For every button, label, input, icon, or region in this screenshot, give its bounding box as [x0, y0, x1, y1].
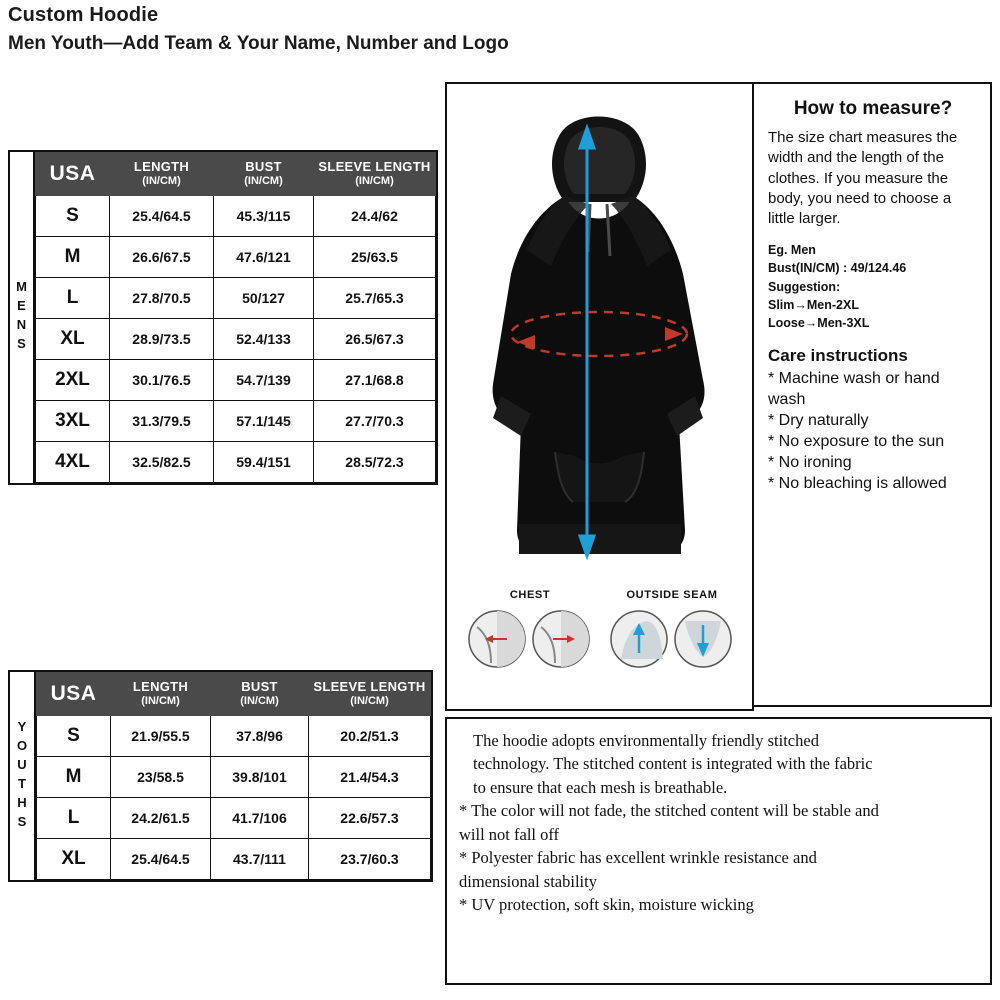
cell-size: XL [37, 838, 111, 879]
cell-bust: 59.4/151 [214, 441, 314, 482]
cell-bust: 43.7/111 [211, 838, 309, 879]
table-row [36, 318, 436, 359]
care-item: * Dry naturally [768, 412, 869, 430]
cell-size: S [37, 715, 111, 756]
cell-sleeve: 28.5/72.3 [314, 441, 436, 482]
column-header-bust-sub: (IN/CM) [244, 174, 283, 187]
column-header-length-sub: (IN/CM) [141, 694, 180, 707]
note-line: * UV protection, soft skin, moisture wicking [459, 894, 754, 914]
table-row [37, 715, 431, 756]
cell-sleeve: 26.5/67.3 [314, 318, 436, 359]
youths-group-label-text: YOUTHS [14, 718, 30, 833]
cell-sleeve: 23.7/60.3 [309, 838, 431, 879]
note-line: to ensure that each mesh is breathable. [473, 777, 728, 797]
column-header-sleeve [314, 153, 436, 196]
care-item: * Machine wash or hand wash [768, 369, 940, 408]
cell-length: 25.4/64.5 [110, 195, 214, 236]
table-header-row [37, 673, 431, 716]
table-row [37, 838, 431, 879]
how-to-measure-body: The size chart measures the width and the length of the clothes. If you measure the body, you need to choose a little larger. [768, 129, 958, 227]
cell-length: 28.9/73.5 [110, 318, 214, 359]
cell-size: XL [36, 318, 110, 359]
note-line: The hoodie adopts environmentally friendly stitched [473, 731, 819, 750]
cell-sleeve: 27.1/68.8 [314, 359, 436, 400]
example-measurement-block [768, 241, 978, 332]
example-slim: Slim→Men-2XL [768, 297, 859, 312]
outside-seam-label: OUTSIDE SEAM [626, 589, 718, 601]
care-item: * No exposure to the sun [768, 433, 945, 451]
cell-sleeve: 25/63.5 [314, 236, 436, 277]
example-loose: Loose→Men-3XL [768, 315, 870, 330]
table-row [36, 236, 436, 277]
column-header-bust [214, 153, 314, 196]
column-header-usa [37, 673, 111, 716]
cell-length: 21.9/55.5 [111, 715, 211, 756]
cell-size: 3XL [36, 400, 110, 441]
column-header-usa-main: USA [49, 161, 96, 185]
table-row [36, 277, 436, 318]
column-header-length [110, 153, 214, 196]
cell-sleeve: 21.4/54.3 [309, 756, 431, 797]
column-header-usa [36, 153, 110, 196]
cell-length: 32.5/82.5 [110, 441, 214, 482]
column-header-sleeve-sub: (IN/CM) [355, 174, 394, 187]
column-header-sleeve [309, 673, 431, 716]
column-header-bust-main: BUST [245, 159, 282, 174]
cell-sleeve: 24.4/62 [314, 195, 436, 236]
column-header-length-main: LENGTH [133, 159, 190, 174]
example-bust: Bust(IN/CM) : 49/124.46 [768, 261, 907, 276]
table-row [36, 400, 436, 441]
cell-length: 25.4/64.5 [111, 838, 211, 879]
measure-icons-group [447, 589, 748, 704]
cell-size: 2XL [36, 359, 110, 400]
cell-length: 30.1/76.5 [110, 359, 214, 400]
table-row [37, 797, 431, 838]
column-header-sleeve-sub: (IN/CM) [350, 694, 389, 707]
column-header-sleeve-main: SLEEVE LENGTH [318, 159, 431, 174]
chest-measure-icon [465, 607, 595, 671]
cell-sleeve: 25.7/65.3 [314, 277, 436, 318]
cell-size: M [37, 756, 111, 797]
cell-size: L [36, 277, 110, 318]
column-header-bust-main: BUST [241, 679, 278, 694]
table-row [36, 359, 436, 400]
care-item: * No bleaching is allowed [768, 475, 947, 493]
product-photo-panel [445, 82, 754, 711]
note-line: * The color will not fade, the stitched content will be stable and [459, 801, 879, 821]
cell-sleeve: 27.7/70.3 [314, 400, 436, 441]
column-header-sleeve-main: SLEEVE LENGTH [313, 679, 426, 694]
cell-bust: 39.8/101 [211, 756, 309, 797]
care-instructions-list [768, 368, 978, 495]
mens-size-table-block [8, 150, 438, 485]
youths-size-table-block [8, 670, 433, 882]
cell-bust: 37.8/96 [211, 715, 309, 756]
column-header-bust-sub: (IN/CM) [240, 694, 279, 707]
cell-size: L [37, 797, 111, 838]
cell-length: 26.6/67.5 [110, 236, 214, 277]
how-to-measure-panel [752, 82, 992, 707]
table-header-row [36, 153, 436, 196]
table-row [36, 195, 436, 236]
note-line: will not fall off [459, 824, 560, 844]
cell-sleeve: 22.6/57.3 [309, 797, 431, 838]
page-header [8, 4, 968, 55]
cell-size: 4XL [36, 441, 110, 482]
youths-group-label [10, 672, 36, 880]
example-title: Eg. Men [768, 243, 816, 258]
cell-bust: 47.6/121 [214, 236, 314, 277]
fabric-notes-panel [445, 717, 992, 985]
cell-length: 24.2/61.5 [111, 797, 211, 838]
example-suggestion: Suggestion: [768, 279, 841, 294]
cell-size: S [36, 195, 110, 236]
column-header-length-sub: (IN/CM) [142, 174, 181, 187]
cell-bust: 57.1/145 [214, 400, 314, 441]
table-row [37, 756, 431, 797]
cell-sleeve: 20.2/51.3 [309, 715, 431, 756]
page-subtitle: Men Youth—Add Team & Your Name, Number and Logo [8, 33, 509, 54]
cell-bust: 50/127 [214, 277, 314, 318]
note-line: * Polyester fabric has excellent wrinkle resistance and [459, 848, 817, 868]
mens-size-table [35, 152, 436, 483]
how-to-measure-title: How to measure? [793, 98, 953, 119]
outside-seam-measure-icon [607, 607, 737, 671]
youths-size-table [36, 672, 431, 880]
cell-length: 31.3/79.5 [110, 400, 214, 441]
cell-length: 23/58.5 [111, 756, 211, 797]
column-header-length-main: LENGTH [132, 679, 189, 694]
mens-group-label-text: MENS [14, 279, 29, 356]
mens-group-label [10, 152, 35, 483]
column-header-bust [211, 673, 309, 716]
cell-bust: 41.7/106 [211, 797, 309, 838]
care-instructions-title: Care instructions [768, 345, 908, 365]
cell-size: M [36, 236, 110, 277]
table-row [36, 441, 436, 482]
column-header-length [111, 673, 211, 716]
note-line: technology. The stitched content is integrated with the fabric [473, 754, 873, 774]
cell-bust: 54.7/139 [214, 359, 314, 400]
page-title: Custom Hoodie [8, 4, 159, 26]
note-line: dimensional stability [459, 871, 597, 891]
chest-label: CHEST [509, 589, 551, 601]
care-item: * No ironing [768, 454, 852, 472]
cell-length: 27.8/70.5 [110, 277, 214, 318]
chest-measure-group [465, 589, 595, 676]
cell-bust: 52.4/133 [214, 318, 314, 359]
hoodie-illustration [447, 84, 748, 584]
column-header-usa-main: USA [50, 681, 97, 705]
cell-bust: 45.3/115 [214, 195, 314, 236]
outside-seam-measure-group [607, 589, 737, 676]
